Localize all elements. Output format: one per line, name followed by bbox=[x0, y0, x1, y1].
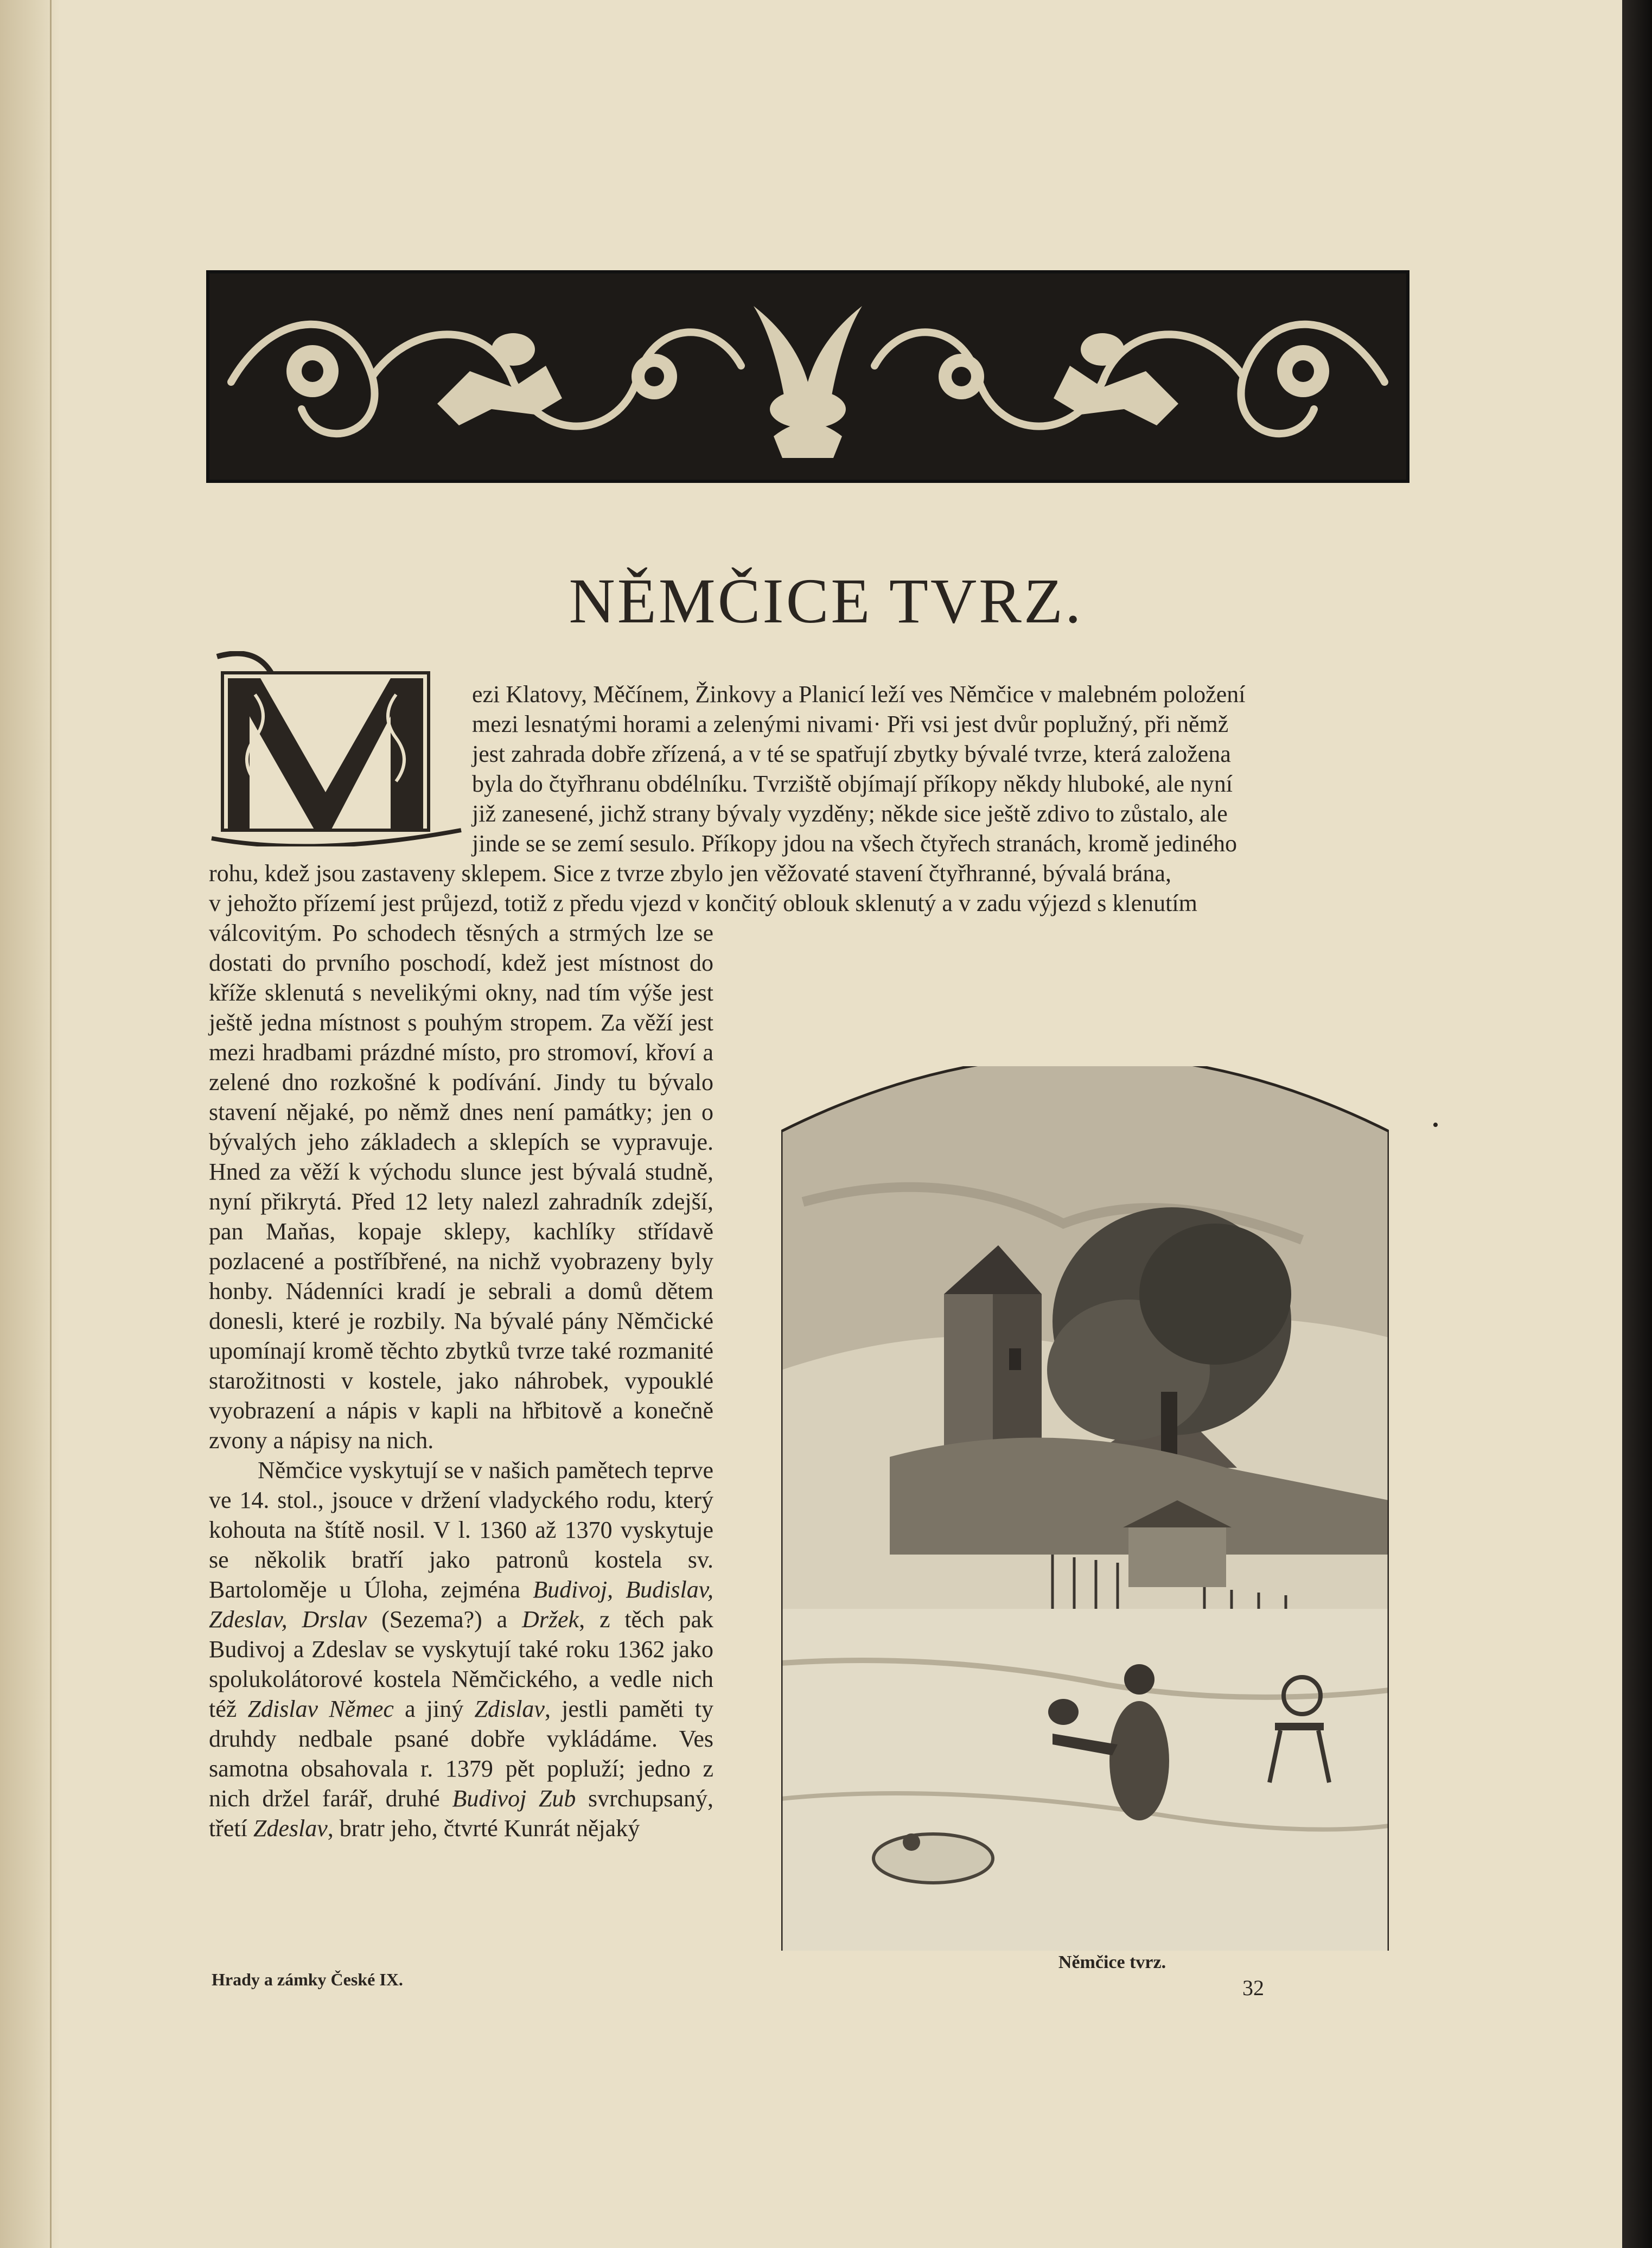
intro-line: jinde se se zemí sesulo. Příkopy jdou na všech čtyřech stranách, kromě jediného bbox=[472, 830, 1238, 857]
intro-line: jest zahrada dobře zřízená, a v té se spatřují zbytky bývalé tvrze, která založena bbox=[472, 741, 1231, 767]
figure-caption: Němčice tvrz. bbox=[1058, 1952, 1166, 1972]
scan-speck: • bbox=[1432, 1115, 1439, 1135]
footer-signature: Hrady a zámky České IX. bbox=[212, 1970, 403, 1989]
page-number: 32 bbox=[1242, 1976, 1264, 2000]
intro-line: ezi Klatovy, Měčínem, Žinkovy a Planicí leží ves Němčice v malebném položení bbox=[472, 681, 1246, 708]
full-width-line: rohu, kdež jsou zastaveny sklepem. Sice z tvrze zbylo jen věžovaté stavení čtyřhranné, bývalá brána, bbox=[209, 860, 1171, 887]
ornamental-headpiece bbox=[206, 270, 1409, 483]
drop-cap-m bbox=[206, 651, 467, 846]
paragraph-2: Němčice vyskytují se v našich pamětech teprve ve 14. stol., jsouce v držení vladyckého rodu, který kohouta na štítě nosil. V l. 1360 až 1370 vyskytuje se několik bratří jako patronů kostela sv. Bartoloměje u Úloha, zejména Budivoj, Budislav, Zdeslav, Drslav (Sezema?) a Držek, z těch pak Budivoj a Zdeslav se vyskytují také roku 1362 jako spolukolátorové kostela Němčického, a vedle nich též Zdislav Němec a jiný Zdislav, jestli paměti ty druhdy nedbale psané dobře vykládáme. Ves samotna obsahovala r. 1379 pět popluží; jedno z nich držel farář, druhé Budivoj Zub svrchupsaný, třetí Zdeslav, bratr jeho, čtvrté Kunrát nějaký bbox=[209, 1457, 714, 1842]
intro-line: mezi lesnatými horami a zelenými nivami· Při vsi jest dvůr poplužný, při němž bbox=[472, 711, 1229, 737]
illustration-nemcice-tvrz bbox=[781, 1066, 1389, 1951]
scan-edge bbox=[1622, 0, 1652, 2248]
full-width-line: v jehožto přízemí jest průjezd, totiž z předu vjezd v končitý oblouk sklenutý a v zadu výjezd s klenutím bbox=[209, 890, 1197, 916]
paragraph-1: válcovitým. Po schodech těsných a strmých lze se dostati do prvního poschodí, kdež jest místnost do kříže sklenutá s nevelikými okny, nad tím výše jest ještě jedna místnost s pouhým stropem. Za věží jest mezi hradbami prázdné místo, pro stromoví, křoví a zelené dno rozkošné k podívání. Jindy tu bývalo stavení nějaké, po němž dnes není památky; jen o bývalých jeho základech a sklepích se vypravuje. Hned za věží k východu slunce jest bývalá studně, nyní přikrytá. Před 12 lety nalezl zahradník zdejší, pan Maňas, kopaje sklepy, kachlíky střídavě pozlacené a postříbřené, na nichž vyobrazeny byly honby. Nádenníci kradí je sebrali a domů dětem donesli, které je rozbily. Na bývalé pány Němčické upomínají kromě těchto zbytků tvrze také rozmanité starožitnosti v kostele, jako náhrobek, vypouklé vyobrazení a nápis v kapli na hřbitově a konečně zvony a nápisy na nich. bbox=[209, 920, 713, 1454]
text-column bbox=[209, 918, 713, 1843]
intro-line: byla do čtyřhranu obdélníku. Tvrziště objímají příkopy někdy hluboké, ale nyní bbox=[472, 770, 1233, 797]
book-spine bbox=[50, 0, 52, 2248]
intro-line: již zanesené, jichž strany bývaly vyzděny; někde sice ještě zdivo to zůstalo, ale bbox=[472, 800, 1228, 827]
page-title: NĚMČICE TVRZ. bbox=[569, 565, 1083, 636]
intro-text bbox=[472, 679, 1392, 858]
full-width-text bbox=[209, 858, 1394, 918]
